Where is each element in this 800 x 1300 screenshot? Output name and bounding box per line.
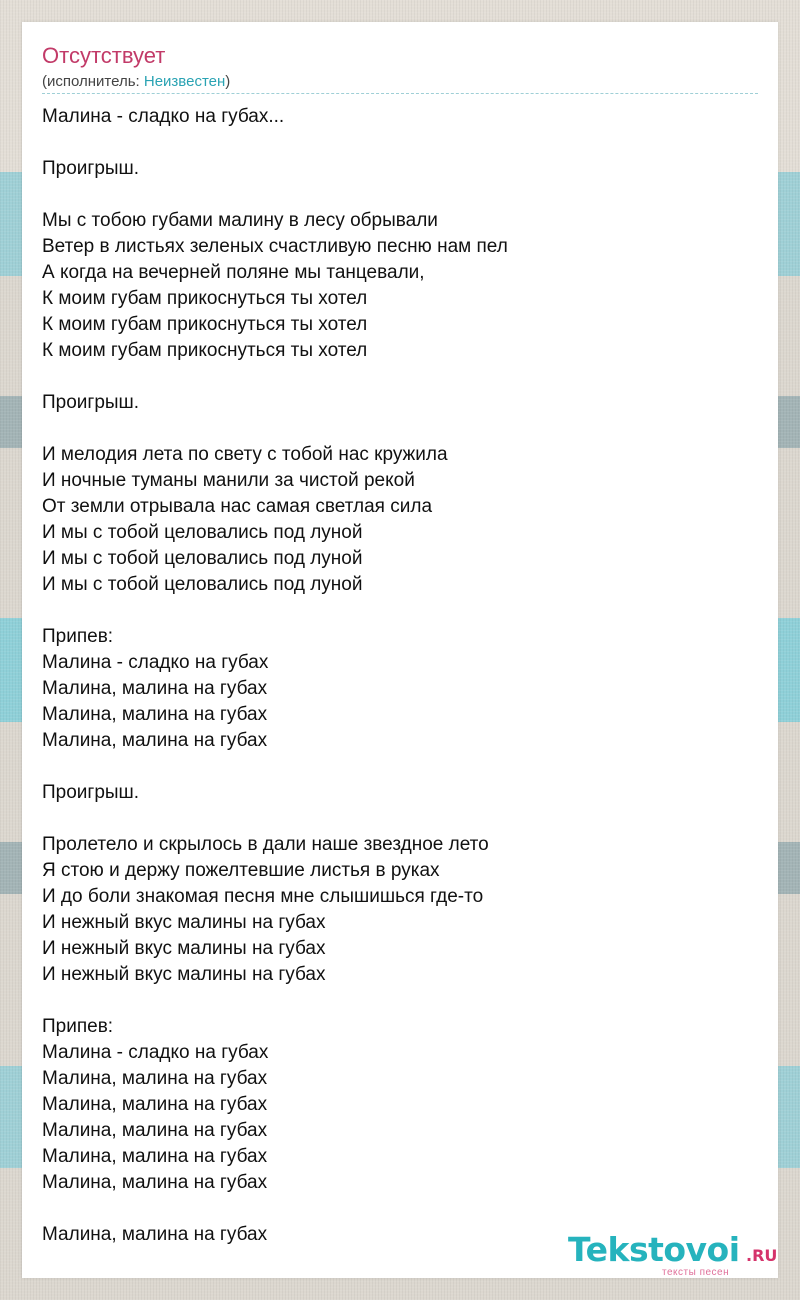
lyric-blank-line: [42, 988, 762, 1014]
lyric-line: Пролетело и скрылось в дали наше звездное лето: [42, 834, 489, 855]
lyric-line: Проигрыш.: [42, 158, 140, 179]
lyric-line: Малина - сладко на губах: [42, 1042, 269, 1063]
lyric-line: Малина, малина на губах: [42, 730, 268, 751]
lyric-line: Я стою и держу пожелтевшие листья в руках: [42, 860, 440, 881]
lyric-line: Малина, малина на губах: [42, 1094, 268, 1115]
lyric-line: Малина, малина на губах: [42, 1224, 268, 1245]
lyric-line: И до боли знакомая песня мне слышишься где-то: [42, 886, 484, 907]
logo-domain: .RU: [746, 1246, 778, 1265]
lyric-blank-line: [42, 754, 762, 780]
performer-suffix: ): [225, 73, 231, 90]
logo-wordmark: Tekstovoi: [568, 1230, 740, 1269]
lyric-line: Малина, малина на губах: [42, 1068, 268, 1089]
lyric-line: Малина, малина на губах: [42, 1172, 268, 1193]
logo-tagline: тексты песен: [662, 1267, 730, 1278]
lyric-line: Припев:: [42, 626, 114, 647]
lyric-blank-line: [42, 182, 762, 208]
lyric-line: К моим губам прикоснуться ты хотел: [42, 288, 368, 309]
lyric-blank-line: [42, 416, 762, 442]
lyric-line: Малина, малина на губах: [42, 678, 268, 699]
performer-link[interactable]: Неизвестен: [143, 73, 226, 90]
lyric-line: К моим губам прикоснуться ты хотел: [42, 340, 368, 361]
lyric-line: И мы с тобой целовались под луной: [42, 574, 363, 595]
lyric-line: И мы с тобой целовались под луной: [42, 522, 363, 543]
title-divider: [42, 93, 758, 94]
lyric-line: И нежный вкус малины на губах: [42, 912, 326, 933]
performer-prefix: (исполнитель:: [42, 73, 144, 90]
lyric-line: Малина, малина на губах: [42, 1146, 268, 1167]
lyric-line: Мы с тобою губами малину в лесу обрывали: [42, 210, 438, 231]
lyric-line: Малина, малина на губах: [42, 1120, 268, 1141]
lyric-line: Проигрыш.: [42, 782, 140, 803]
lyric-line: Малина - сладко на губах...: [42, 106, 285, 127]
lyric-line: К моим губам прикоснуться ты хотел: [42, 314, 368, 335]
lyric-line: И ночные туманы манили за чистой рекой: [42, 470, 415, 491]
lyric-line: Припев:: [42, 1016, 114, 1037]
lyric-line: Ветер в листьях зеленых счастливую песню нам пел: [42, 236, 508, 257]
lyric-line: И мелодия лета по свету с тобой нас кружила: [42, 444, 448, 465]
lyric-line: И нежный вкус малины на губах: [42, 964, 326, 985]
lyric-blank-line: [42, 364, 762, 390]
lyric-line: И нежный вкус малины на губах: [42, 938, 326, 959]
lyric-line: И мы с тобой целовались под луной: [42, 548, 363, 569]
lyrics-card: [22, 22, 778, 1278]
lyric-line: Проигрыш.: [42, 392, 140, 413]
lyric-line: А когда на вечерней поляне мы танцевали,: [42, 262, 425, 283]
song-title: Отсутствует: [42, 43, 166, 68]
lyric-blank-line: [42, 130, 762, 156]
lyric-blank-line: [42, 1196, 762, 1222]
lyric-line: Малина, малина на губах: [42, 704, 268, 725]
site-logo[interactable]: [568, 1230, 778, 1282]
lyric-blank-line: [42, 598, 762, 624]
lyric-line: Малина - сладко на губах: [42, 652, 269, 673]
performer-line: [42, 73, 230, 91]
lyric-line: От земли отрывала нас самая светлая сила: [42, 496, 433, 517]
lyric-blank-line: [42, 806, 762, 832]
lyrics-text: [42, 104, 762, 1248]
